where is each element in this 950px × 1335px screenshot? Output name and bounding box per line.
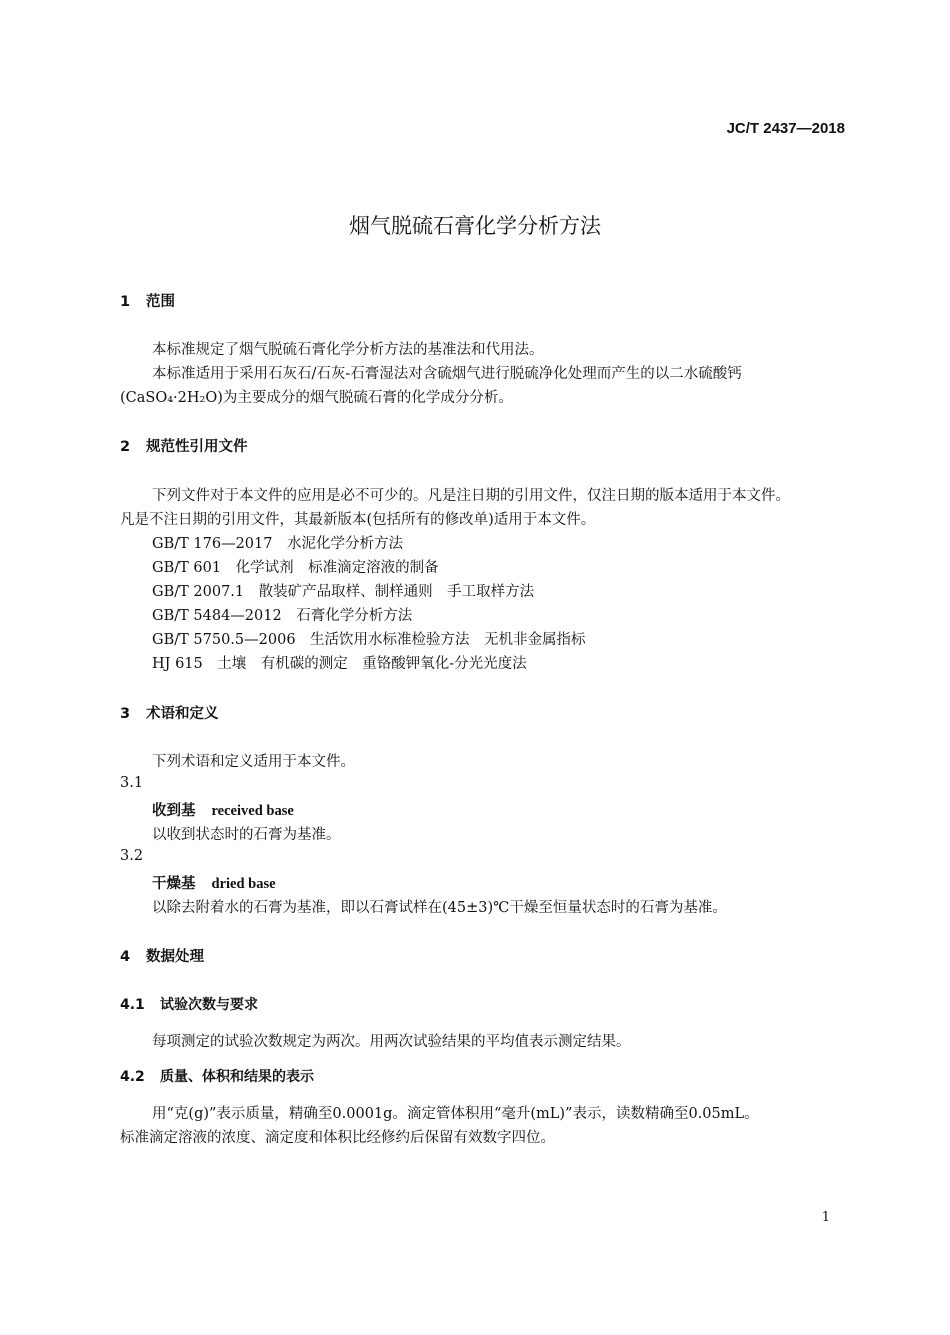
reference-item: GB/T 2007.1 散装矿产品取样、制样通则 手工取样方法	[152, 584, 535, 600]
section-number: 2	[120, 439, 131, 455]
section-2-heading	[120, 435, 248, 456]
section-3-intro: 下列术语和定义适用于本文件。	[152, 754, 355, 770]
section-2-paragraph-line-1: 下列文件对于本文件的应用是必不可少的。凡是注日期的引用文件，仅注日期的版本适用于本文件。	[152, 488, 790, 504]
section-3-heading	[120, 702, 219, 723]
subsection-4-2-heading	[120, 1066, 314, 1086]
document-title: 烟气脱硫石膏化学分析方法	[349, 214, 601, 238]
term-chinese: 收到基	[152, 803, 196, 819]
reference-item: GB/T 176—2017 水泥化学分析方法	[152, 536, 403, 552]
subsection-title: 质量、体积和结果的表示	[160, 1069, 314, 1085]
page-number: 1	[821, 1210, 830, 1225]
section-title: 术语和定义	[146, 706, 219, 722]
subsection-4-2-paragraph-line-2: 标准滴定溶液的浓度、滴定度和体积比经修约后保留有效数字四位。	[120, 1130, 555, 1146]
subsection-4-1-heading	[120, 994, 258, 1014]
reference-item: GB/T 5750.5—2006 生活饮用水标准检验方法 无机非金属指标	[152, 632, 586, 648]
section-4-heading	[120, 945, 204, 966]
subsection-4-2-paragraph-line-1: 用“克(g)”表示质量，精确至0.0001g。滴定管体积用“毫升(mL)”表示，读数精确至0.05mL。	[152, 1106, 759, 1122]
section-number: 4	[120, 949, 131, 965]
term-chinese: 干燥基	[152, 876, 196, 892]
reference-item: GB/T 5484—2012 石膏化学分析方法	[152, 608, 413, 624]
section-title: 规范性引用文件	[146, 439, 248, 455]
standard-code: JC/T 2437—2018	[726, 120, 845, 137]
section-title: 数据处理	[146, 949, 204, 965]
term-english: dried base	[211, 876, 276, 892]
section-1-paragraph-1: 本标准规定了烟气脱硫石膏化学分析方法的基准法和代用法。	[152, 342, 544, 358]
term-number: 3.2	[120, 848, 144, 864]
section-1-paragraph-2-line-2: (CaSO₄·2H₂O)为主要成分的烟气脱硫石膏的化学成分分析。	[120, 390, 513, 406]
term-english: received base	[211, 803, 294, 819]
term-definition: 以除去附着水的石膏为基准，即以石膏试样在(45±3)℃干燥至恒量状态时的石膏为基准。	[152, 900, 727, 916]
subsection-number: 4.2	[120, 1069, 145, 1085]
section-title: 范围	[146, 294, 175, 310]
section-2-paragraph-line-2: 凡是不注日期的引用文件，其最新版本(包括所有的修改单)适用于本文件。	[120, 512, 596, 528]
subsection-title: 试验次数与要求	[160, 997, 258, 1013]
section-number: 3	[120, 706, 131, 722]
reference-item: GB/T 601 化学试剂 标准滴定溶液的制备	[152, 560, 439, 576]
term-heading	[152, 799, 294, 820]
reference-item: HJ 615 土壤 有机碳的测定 重铬酸钾氧化-分光光度法	[152, 656, 527, 672]
subsection-4-1-paragraph: 每项测定的试验次数规定为两次。用两次试验结果的平均值表示测定结果。	[152, 1034, 631, 1050]
section-1-paragraph-2-line-1: 本标准适用于采用石灰石/石灰-石膏湿法对含硫烟气进行脱硫净化处理而产生的以二水硫酸钙	[152, 366, 742, 382]
subsection-number: 4.1	[120, 997, 145, 1013]
term-heading	[152, 872, 276, 893]
section-1-heading	[120, 290, 175, 311]
section-number: 1	[120, 294, 131, 310]
term-number: 3.1	[120, 775, 144, 791]
term-definition: 以收到状态时的石膏为基准。	[152, 827, 341, 843]
